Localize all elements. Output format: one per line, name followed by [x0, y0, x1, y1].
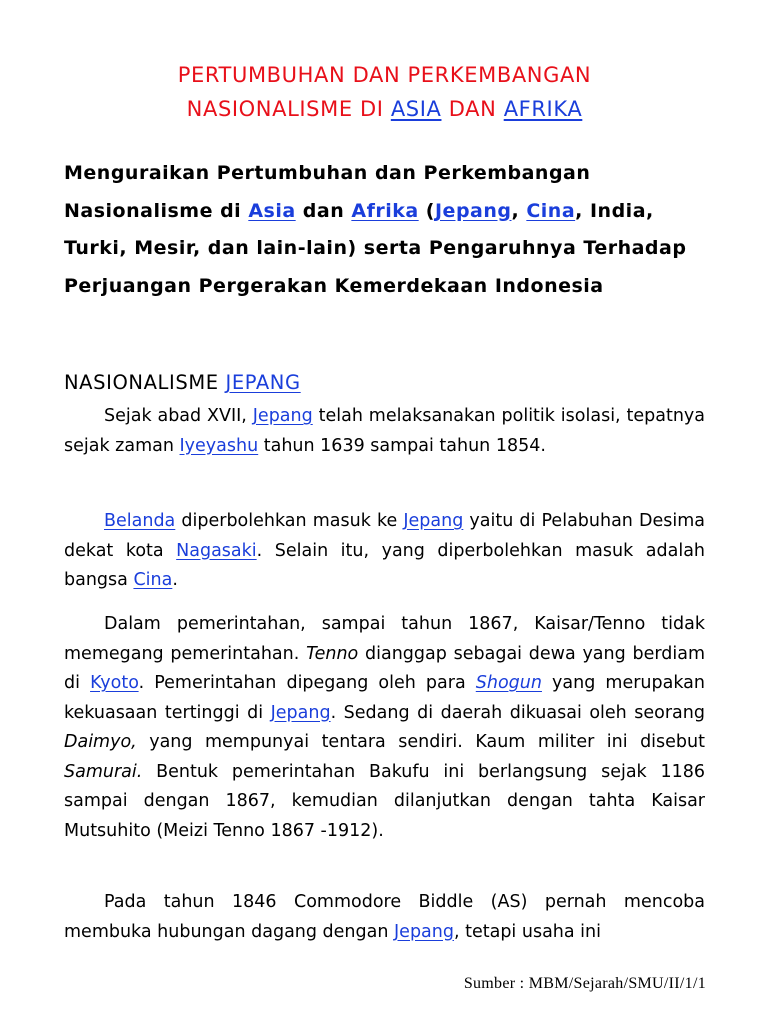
paragraph-text: dianggap sebagai dewa yang berdiam di	[64, 643, 705, 693]
link-cina[interactable]: Cina	[133, 570, 173, 590]
paragraph-text: telah melaksanakan politik isolasi, tepatnya sejak zaman	[64, 406, 705, 456]
paragraph-text: .	[172, 570, 178, 590]
link-jepang[interactable]: Jepang	[252, 406, 313, 426]
term-tenno: Tenno	[306, 643, 359, 664]
paragraph-4	[64, 888, 705, 947]
paragraph-text: . Sedang di daerah dikuasai oleh seorang	[330, 702, 705, 723]
subtitle-link-jepang[interactable]: Jepang	[434, 199, 512, 222]
subtitle-link-asia[interactable]: Asia	[248, 199, 296, 222]
subtitle-text: , India, Turki, Mesir, dan lain-lain) serta Pengaruhnya Terhadap Perjuangan Pergerakan Kemerdekaan Indonesia	[64, 199, 687, 297]
paragraph-text: Sejak abad XVII,	[104, 406, 253, 426]
paragraph-text: Pada tahun 1846 Commodore Biddle (AS) pernah mencoba membuka hubungan dagang dengan	[64, 892, 705, 942]
paragraph-2	[64, 507, 705, 596]
title-line-1: PERTUMBUHAN DAN PERKEMBANGAN	[177, 63, 592, 87]
paragraph-text: yang merupakan kekuasaan tertinggi di	[64, 673, 705, 723]
paragraph-text: tahun 1639 sampai tahun 1854.	[258, 435, 546, 456]
link-iyeyashu[interactable]: Iyeyashu	[179, 435, 259, 456]
paragraph-1	[64, 402, 705, 461]
title-link-asia[interactable]: ASIA	[390, 97, 442, 121]
subtitle-link-afrika[interactable]: Afrika	[351, 199, 419, 222]
title-dan: DAN	[441, 97, 504, 121]
paragraph-text: . Pemerintahan dipegang oleh para	[138, 673, 476, 693]
subtitle-text: dan	[295, 199, 352, 222]
section-heading	[64, 367, 301, 399]
subtitle-link-cina[interactable]: Cina	[526, 199, 576, 222]
link-kyoto[interactable]: Kyoto	[90, 673, 139, 693]
link-nagasaki[interactable]: Nagasaki	[176, 540, 257, 561]
section-heading-label: NASIONALISME	[64, 371, 226, 394]
paragraph-text: yaitu di Pelabuhan Desima dekat kota	[64, 511, 705, 561]
term-shogun: Shogun	[475, 673, 542, 693]
title-link-afrika[interactable]: AFRIKA	[503, 97, 583, 121]
paragraph-text: . Selain itu, yang diperbolehkan masuk adalah bangsa	[64, 540, 706, 590]
title-line-2	[64, 92, 705, 126]
page-title	[64, 58, 705, 126]
term-samurai: Samurai.	[64, 761, 143, 782]
subtitle-text: (	[418, 199, 435, 222]
paragraph-text: Bentuk pemerintahan Bakufu ini berlangsung sejak 1186 sampai dengan 1867, kemudian dilanjutkan dengan tahta Kaisar Mutsuhito (Meizi Tenno 1867 -1912).	[64, 761, 705, 841]
link-belanda[interactable]: Belanda	[104, 511, 176, 531]
chapter-subtitle	[64, 155, 705, 305]
link-shogun[interactable]	[476, 673, 542, 693]
paragraph-text: diperbolehkan masuk ke	[175, 511, 404, 531]
subtitle-text: Menguraikan Pertumbuhan dan Perkembangan Nasionalisme di	[64, 162, 591, 222]
paragraph-3	[64, 610, 705, 846]
title-prefix: NASIONALISME DI	[186, 97, 391, 121]
subtitle-text: ,	[511, 199, 527, 222]
section-link-jepang[interactable]: JEPANG	[225, 371, 301, 394]
source-footer: Sumber : MBM/Sejarah/SMU/II/1/1	[463, 975, 706, 992]
link-jepang[interactable]: Jepang	[270, 702, 331, 723]
link-jepang[interactable]: Jepang	[403, 511, 464, 531]
link-jepang[interactable]: Jepang	[394, 921, 454, 942]
paragraph-text: , tetapi usaha ini	[453, 921, 601, 942]
paragraph-text: yang mempunyai tentara sendiri. Kaum militer ini disebut	[136, 732, 705, 752]
term-daimyo: Daimyo,	[64, 732, 137, 752]
paragraph-text: Dalam pemerintahan, sampai tahun 1867, Kaisar/Tenno tidak memegang pemerintahan.	[64, 614, 705, 664]
